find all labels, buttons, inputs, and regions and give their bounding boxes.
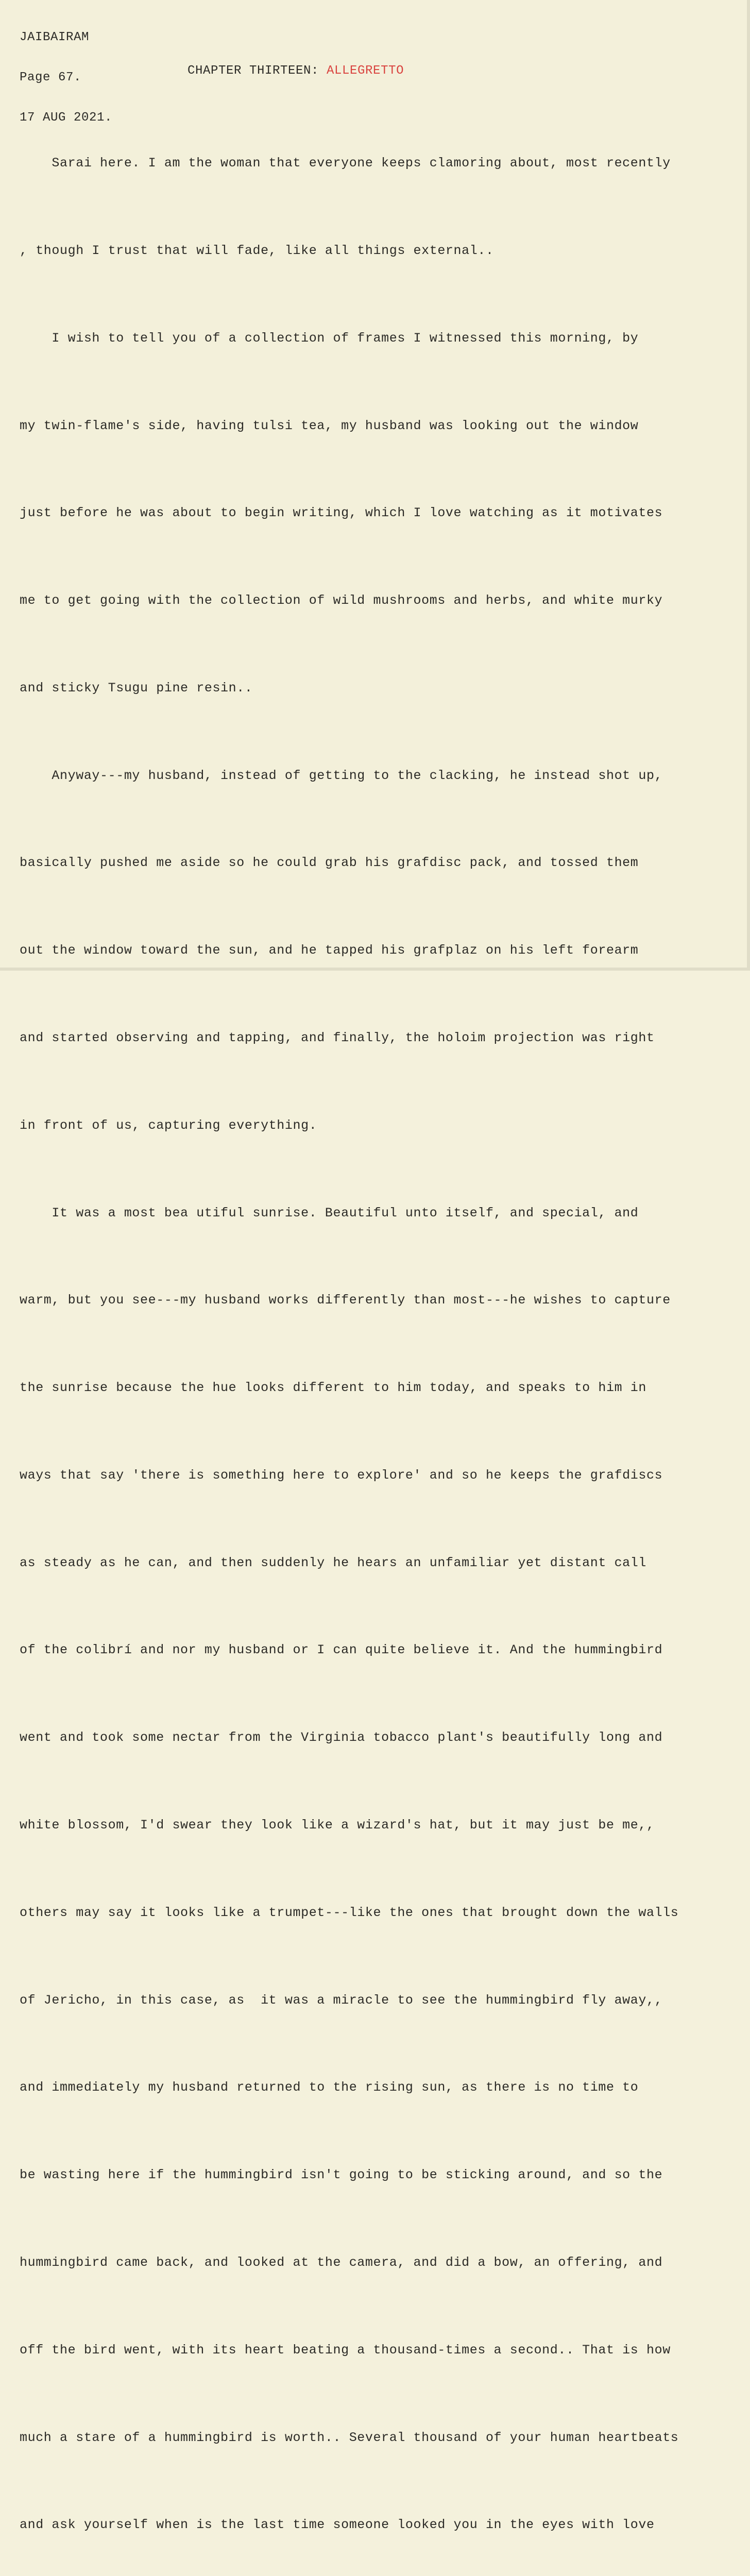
body-text: [20, 91, 678, 2576]
chapter-title: ALLEGRETTO: [327, 64, 404, 78]
text-line: of the colibrí and nor my husband or I can quite believe it. And the hummingbird: [20, 1642, 663, 1658]
text-line: me to get going with the collection of wild mushrooms and herbs, and white murky: [20, 593, 663, 608]
chapter-heading: [187, 64, 404, 78]
text-line: and immediately my husband returned to the rising sun, as there is no time to: [20, 2080, 639, 2095]
text-line: basically pushed me aside so he could grab his grafdisc pack, and tossed them: [20, 855, 639, 871]
text-line: others may say it looks like a trumpet---like the ones that brought down the walls: [20, 1905, 679, 1920]
text-line: I wish to tell you of a collection of frames I witnessed this morning, by: [20, 330, 639, 346]
text-line: be wasting here if the hummingbird isn't going to be sticking around, and so the: [20, 2167, 663, 2183]
text-line: my twin-flame's side, having tulsi tea, my husband was looking out the window: [20, 418, 639, 433]
text-line: and sticky Tsugu pine resin..: [20, 680, 253, 696]
chapter-number: CHAPTER THIRTEEN:: [187, 64, 327, 78]
text-line: , though I trust that will fade, like all things external..: [20, 243, 494, 258]
text-line: as steady as he can, and then suddenly he hears an unfamiliar yet distant call: [20, 1555, 646, 1570]
text-line: in front of us, capturing everything.: [20, 1117, 317, 1133]
text-line: Sarai here. I am the woman that everyone keeps clamoring about, most recently: [20, 156, 671, 171]
text-line: warm, but you see---my husband works differently than most---he wishes to capture: [20, 1293, 671, 1308]
text-line: went and took some nectar from the Virginia tobacco plant's beautifully long and: [20, 1730, 663, 1745]
author-name: JAIBAIRAM: [20, 30, 90, 44]
text-line: off the bird went, with its heart beating a thousand-times a second.. That is how: [20, 2342, 671, 2358]
text-line: It was a most bea utiful sunrise. Beautiful unto itself, and special, and: [20, 1205, 639, 1221]
text-line: out the window toward the sun, and he tapped his grafplaz on his left forearm: [20, 943, 639, 958]
text-line: the sunrise because the hue looks different to him today, and speaks to him in: [20, 1380, 646, 1396]
page-number: Page 67.: [20, 71, 82, 84]
text-line: just before he was about to begin writing, which I love watching as it motivates: [20, 505, 663, 521]
text-line: Anyway---my husband, instead of getting to the clacking, he instead shot up,: [20, 768, 663, 783]
text-line: of Jericho, in this case, as it was a miracle to see the hummingbird fly away,,: [20, 1992, 663, 2008]
text-line: and started observing and tapping, and finally, the holoim projection was right: [20, 1030, 655, 1045]
text-line: and ask yourself when is the last time someone looked you in the eyes with love: [20, 2517, 655, 2533]
text-line: white blossom, I'd swear they look like a wizard's hat, but it may just be me,,: [20, 1818, 655, 1833]
text-line: much a stare of a hummingbird is worth.. Several thousand of your human heartbeats: [20, 2430, 679, 2445]
text-line: ways that say 'there is something here to explore' and so he keeps the grafdiscs: [20, 1467, 663, 1483]
text-line: hummingbird came back, and looked at the camera, and did a bow, an offering, and: [20, 2255, 663, 2270]
page-date: 17 AUG 2021.: [20, 111, 113, 125]
